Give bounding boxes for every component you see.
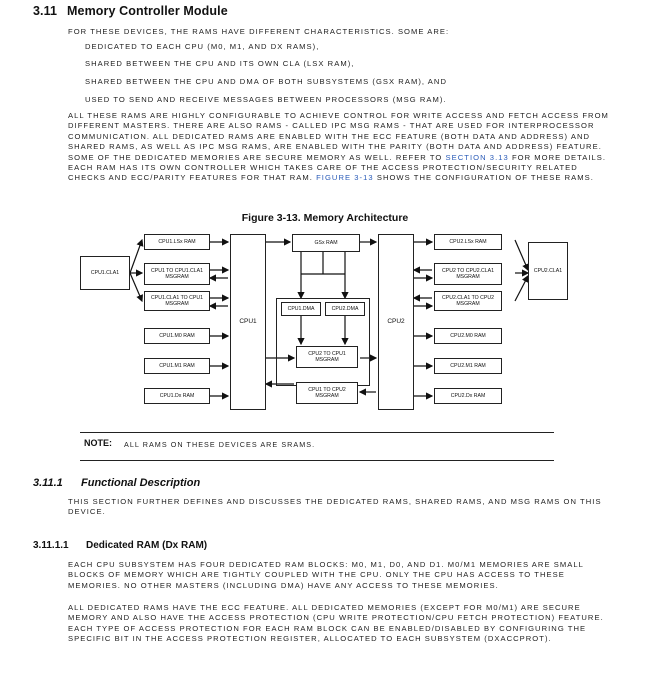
subsubsection-heading xyxy=(33,540,207,551)
subsection-number: 3.11.1 xyxy=(33,477,63,489)
cpu2-to-cpu1-msgram-block: CPU2 TO CPU1 MSGRAM xyxy=(296,346,358,368)
memory-architecture-diagram xyxy=(80,232,570,428)
cpu2-dma-block: CPU2.DMA xyxy=(325,302,365,316)
note-label: NOTE: xyxy=(84,438,112,448)
section-heading xyxy=(33,4,228,18)
cpu1-to-cla1-msgram-block: CPU1 TO CPU1.CLA1 MSGRAM xyxy=(144,263,210,285)
gsx-ram-block: GSx RAM xyxy=(292,234,360,252)
figure-link[interactable]: FIGURE 3-13 xyxy=(316,173,374,183)
figure-title: Figure 3-13. Memory Architecture xyxy=(241,212,409,224)
cpu1-m0-ram-block: CPU1.M0 RAM xyxy=(144,328,210,344)
para-text: SHOWS THE CONFIGURATION OF THESE RAMS. xyxy=(376,173,594,183)
list-item: SHARED BETWEEN THE CPU AND DMA OF BOTH SUBSYSTEMS (GSX RAM), AND xyxy=(85,77,447,86)
cpu2-m0-ram-block: CPU2.M0 RAM xyxy=(434,328,502,344)
cpu1-dma-block: CPU1.DMA xyxy=(281,302,321,316)
intro-text: FOR THESE DEVICES, THE RAMS HAVE DIFFERENT CHARACTERISTICS. SOME ARE: xyxy=(68,27,450,36)
note-divider-top xyxy=(80,432,554,433)
cpu1-m1-ram-block: CPU1.M1 RAM xyxy=(144,358,210,374)
dedicated-ram-paragraph-2: ALL DEDICATED RAMS HAVE THE ECC FEATURE. ALL DEDICATED MEMORIES (EXCEPT FOR M0/M1) ARE SECURE MEMORY AND ALSO HAVE THE ACCESS PROTECTION (CPU WRITE PROTECTION/CPU FETCH PROTECTION) FEATURE. EACH TYPE OF ACCESS PROTECTION FOR EACH RAM BLOCK CAN BE ENABLED/DISABLED BY CONFIGURING THE SPECIFIC BIT IN THE ACCESS PROTECTION REGISTER, ALLOCATED TO EACH SUBSYSTEM (DXACCPROT). xyxy=(68,603,604,644)
cpu1-dx-ram-block: CPU1.Dx RAM xyxy=(144,388,210,404)
cpu2-lsx-ram-block: CPU2.LSx RAM xyxy=(434,234,502,250)
cpu2-block: CPU2 xyxy=(378,234,414,410)
subsection-title: Functional Description xyxy=(81,477,201,489)
para-text: ALL THESE RAMS ARE HIGHLY CONFIGURABLE TO ACHIEVE CONTROL FOR WRITE ACCESS AND FETCH ACCESS FROM DIFFERENT MASTERS. THERE ARE ALSO RAMS - CALLED IPC MSG RAMS - THAT ARE USED FOR INTERPROCESSOR COMMUNICATION. ALL DEDICATED RAMS ARE ENABLED WITH THE ECC FEATURE (BOTH DATA AND ADDRESS) AND SHARED RAMS, AS WELL AS IPC MSG RAMS, ARE ENABLED WITH THE PARITY (BOTH DATA AND ADDRESS) FEATURE. SOME OF THE DEDICATED MEMORIES ARE SECURE MEMORY AS WELL. REFER TO xyxy=(68,111,609,162)
functional-description-text: THIS SECTION FURTHER DEFINES AND DISCUSSES THE DEDICATED RAMS, SHARED RAMS, AND MSG RAMS ON THIS DEVICE. xyxy=(68,497,602,517)
subsection-heading xyxy=(33,477,200,489)
cpu1-lsx-ram-block: CPU1.LSx RAM xyxy=(144,234,210,250)
section-title: Memory Controller Module xyxy=(67,4,228,18)
cla1-to-cpu1-msgram-block: CPU1.CLA1 TO CPU1 MSGRAM xyxy=(144,291,210,311)
para-text: FOR MORE DETAILS. EACH RAM HAS ITS OWN CONTROLLER WHICH TAKES CARE OF THE ACCESS PROTECTION/SECURITY RELATED CHECKS AND ECC/PARITY FEATURES FOR THAT RAM. xyxy=(68,152,607,183)
list-item: USED TO SEND AND RECEIVE MESSAGES BETWEEN PROCESSORS (MSG RAM). xyxy=(85,95,447,104)
note-divider-bottom xyxy=(80,460,554,461)
section-link[interactable]: SECTION 3.13 xyxy=(445,152,509,162)
list-item: SHARED BETWEEN THE CPU AND ITS OWN CLA (LSX RAM), xyxy=(85,59,355,68)
cpu1-cla1-block: CPU1.CLA1 xyxy=(80,256,130,290)
cpu2-m1-ram-block: CPU2.M1 RAM xyxy=(434,358,502,374)
section-number: 3.11 xyxy=(33,4,58,18)
subsubsection-number: 3.11.1.1 xyxy=(33,540,69,551)
cpu2-dx-ram-block: CPU2.Dx RAM xyxy=(434,388,502,404)
list-item: DEDICATED TO EACH CPU (M0, M1, AND DX RAMS), xyxy=(85,42,320,51)
dedicated-ram-paragraph-1: EACH CPU SUBSYSTEM HAS FOUR DEDICATED RAM BLOCKS: M0, M1, D0, AND D1. M0/M1 MEMORIES ARE SMALL BLOCKS OF MEMORY WHICH ARE TIGHTLY COUPLED WITH THE CPU. ONLY THE CPU HAS ACCESS TO THESE MEMORIES. NO OTHER MASTERS (INCLUDING DMA) HAVE ANY ACCESS TO THESE MEMORIES. xyxy=(68,560,584,590)
architecture-paragraph xyxy=(68,111,613,184)
note-text: ALL RAMS ON THESE DEVICES ARE SRAMS. xyxy=(124,440,316,449)
cla1-to-cpu2-msgram-block: CPU2.CLA1 TO CPU2 MSGRAM xyxy=(434,291,502,311)
subsubsection-title: Dedicated RAM (Dx RAM) xyxy=(86,540,208,551)
cpu1-to-cpu2-msgram-block: CPU1 TO CPU2 MSGRAM xyxy=(296,382,358,404)
cpu2-cla1-block: CPU2.CLA1 xyxy=(528,242,568,300)
cpu2-to-cla1-msgram-block: CPU2 TO CPU2.CLA1 MSGRAM xyxy=(434,263,502,285)
cpu1-block: CPU1 xyxy=(230,234,266,410)
